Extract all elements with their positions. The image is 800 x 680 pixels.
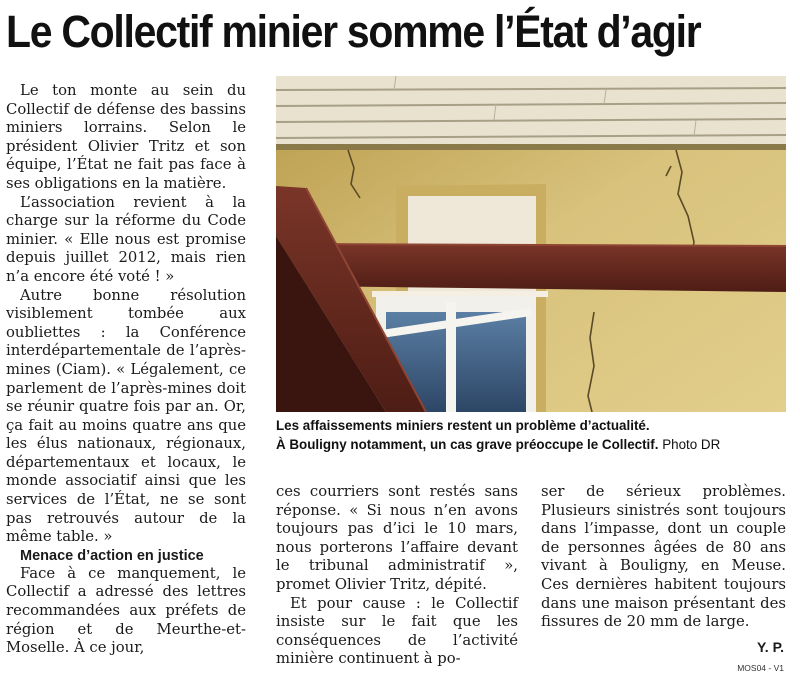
paragraph: Et pour cause : le Collectif insiste sur le fait que les conséquences de l’activité minière continuent à po- — [276, 594, 518, 668]
article-photo — [276, 76, 786, 412]
cracked-facade-photo — [276, 76, 786, 412]
article-column-3 — [541, 483, 786, 632]
paragraph: Le ton monte au sein du Collectif de défense des bassins miniers lorrains. Selon le président Olivier Tritz et son équipe, l’État ne fait pas face à ses obligations en la matière. — [6, 82, 246, 192]
paragraph: Autre bonne résolution visiblement tombée aux oubliettes : la Conférence interdépartementale de l’après-mines (Ciam). « Légalement, ce parlement de l’après-mines doit se réunir quatre fois par an. Or, ça fait au moins quatre ans que les élus nationaux, régionaux, départementaux et locaux, le monde associatif ainsi que les services de l’État, ne se sont pas retrouvés autour de la même table. » — [6, 286, 246, 546]
author-signature: Y. P. — [757, 639, 784, 655]
caption-line-2: À Bouligny notamment, un cas grave préoccupe le Collectif. — [276, 437, 659, 452]
photo-credit: Photo DR — [662, 437, 721, 452]
paragraph: ces courriers sont restés sans réponse. « Si nous n’en avons toujours pas d’ici le 10 mars, nous porterons l’affaire devant le tribunal administratif », promet Olivier Tritz, dépité. — [276, 483, 518, 593]
paragraph: Face à ce manquement, le Collectif a adressé des lettres recommandées aux préfets de région et de Meurthe-et-Moselle. À ce jour, — [6, 564, 246, 657]
article-column-2 — [276, 483, 518, 669]
subheading: Menace d’action en justice — [20, 547, 204, 564]
paragraph: ser de sérieux problèmes. Plusieurs sinistrés sont toujours dans l’impasse, dont un couple de personnes âgées de 80 ans vivant à Bouligny, en Meuse. Ces dernières habitent toujours dans une maison présentant des fissures de 20 mm de large. — [541, 483, 786, 631]
article-column-1 — [6, 82, 246, 658]
edition-code: MOS04 - V1 — [737, 663, 784, 673]
caption-line-1: Les affaissements miniers restent un problème d’actualité. — [276, 418, 650, 433]
headline: Le Collectif minier somme l’État d’agir — [6, 6, 701, 57]
paragraph: L’association revient à la charge sur la réforme du Code minier. « Elle nous est promise depuis juillet 2012, mais rien n’a encore été voté ! » — [6, 193, 246, 285]
photo-caption — [276, 416, 786, 454]
